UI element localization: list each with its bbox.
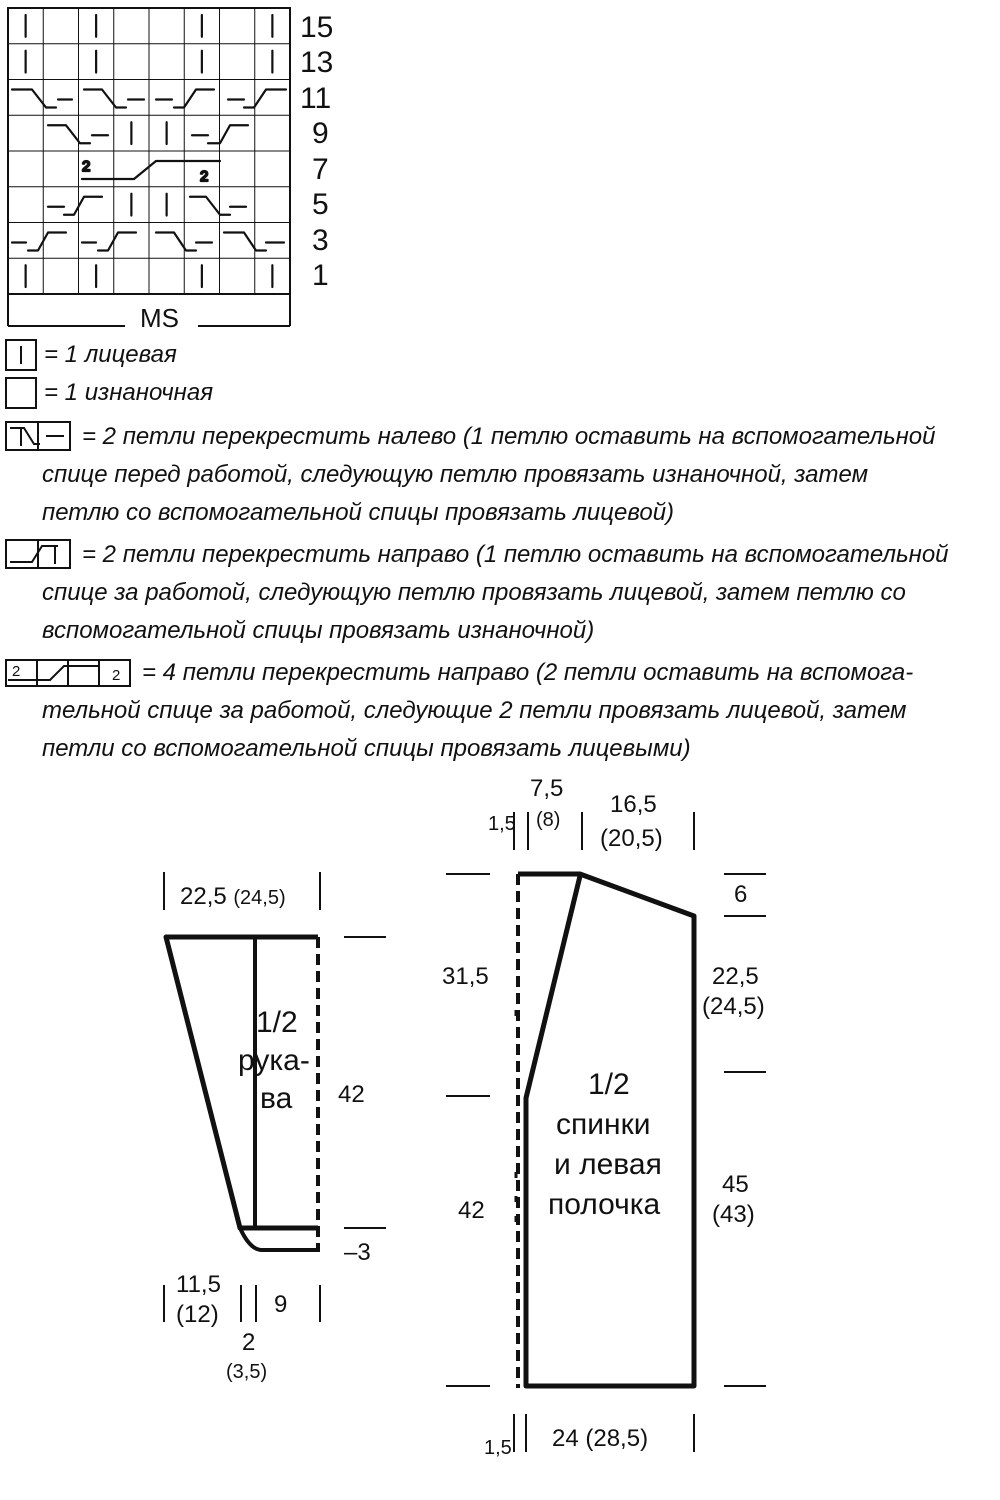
cross-right-mark <box>64 197 102 215</box>
body-right-lower-b: (43) <box>712 1201 755 1228</box>
cross-left-mark <box>48 125 90 143</box>
legend-cross-right-line2: спице за работой, следующую петлю провязать лицевой, затем петлю со <box>42 579 906 606</box>
body-bottom-width: 24 (28,5) <box>552 1425 649 1452</box>
cross-left-mark <box>224 233 266 251</box>
body-label-line4: полочка <box>548 1188 661 1221</box>
body-top-small: 1,5 <box>488 813 516 835</box>
legend-cross-left-line2: спице перед работой, следующую петлю провязать изнаночной, затем <box>42 461 869 488</box>
legend-cross-right-line1: = 2 петли перекрестить направо (1 петлю оставить на вспомогательной <box>82 541 949 568</box>
body-top-right-a: 16,5 <box>610 791 657 818</box>
body-right-armhole-a: 22,5 <box>712 963 759 990</box>
sleeve-bottom-mid-b: (3,5) <box>226 1361 268 1383</box>
sleeve-height: 42 <box>338 1081 365 1108</box>
sleeve-cuff: –3 <box>344 1239 371 1266</box>
sleeve-label-line3: ва <box>260 1082 293 1115</box>
legend-cross-left-symbol <box>6 422 70 450</box>
row-number: 15 <box>300 11 334 44</box>
cross-left-mark <box>84 90 126 108</box>
cross-left-mark <box>156 233 196 251</box>
row-number: 13 <box>300 46 334 79</box>
sleeve-bottom-left-b: (12) <box>176 1301 219 1328</box>
body-bottom-small: 1,5 <box>484 1437 512 1459</box>
body-left-lower: 42 <box>458 1197 485 1224</box>
cable4-count-label: 2 <box>82 158 91 175</box>
body-top-right-b: (20,5) <box>600 825 663 852</box>
legend-cable4-line3: петли со вспомогательной спицы провязать лицевыми) <box>42 735 691 762</box>
sleeve-top-width-a: 22,5 <box>180 883 227 910</box>
legend-cross-right-line3: вспомогательной спицы провязать изнаночной) <box>42 617 595 644</box>
row-number: 1 <box>312 259 329 292</box>
sleeve-bottom-left-a: 11,5 <box>176 1271 221 1298</box>
legend-cable4-line1: = 4 петли перекрестить направо (2 петли оставить на вспомога- <box>142 659 914 686</box>
legend-cable4-num-left: 2 <box>12 663 21 680</box>
sleeve-top-width <box>180 883 286 910</box>
body-right-lower-a: 45 <box>722 1171 749 1198</box>
legend-purl-text: = 1 изнаночная <box>44 379 214 406</box>
body-label-line3: и левая <box>554 1148 662 1181</box>
row-number: 9 <box>312 117 329 150</box>
legend-purl-symbol <box>6 378 36 408</box>
body-left-upper: 31,5 <box>442 963 489 990</box>
body-label-line2: спинки <box>556 1108 651 1141</box>
cross-right-mark <box>244 90 286 108</box>
cable4-count-label: 2 <box>200 168 209 185</box>
cross-right-mark <box>28 233 66 251</box>
body-top-mid-b: (8) <box>536 809 561 831</box>
legend-cross-left-line3: петлю со вспомогательной спицы провязать лицевой) <box>42 499 675 526</box>
cross-right-mark <box>98 233 136 251</box>
row-number: 3 <box>312 224 329 257</box>
cable-chart <box>8 8 290 294</box>
legend-cable4-line2: тельной спице за работой, следующие 2 петли провязать лицевой, затем <box>42 697 907 724</box>
row-number: 5 <box>312 188 329 221</box>
ms-label: MS <box>140 303 179 333</box>
legend-cross-left-line1: = 2 петли перекрестить налево (1 петлю оставить на вспомогательной <box>82 423 936 450</box>
cross-right-mark <box>208 125 248 143</box>
cross-left-mark <box>190 197 230 215</box>
chart-grid <box>8 8 290 294</box>
legend-knit-symbol <box>6 340 36 370</box>
row-number: 11 <box>300 82 332 115</box>
body-right-armhole-b: (24,5) <box>702 993 765 1020</box>
cross-right-mark <box>174 90 214 108</box>
legend-knit-text: = 1 лицевая <box>44 341 177 368</box>
row-number: 7 <box>312 153 329 186</box>
body-top-mid-a: 7,5 <box>530 775 564 802</box>
cross-left-mark <box>12 90 56 108</box>
sleeve-label-line1: 1/2 <box>256 1006 298 1039</box>
row-numbers <box>300 11 333 292</box>
legend-cable4-num-right: 2 <box>112 667 121 684</box>
legend-cross-right-symbol <box>6 540 70 568</box>
body-shoulder: 6 <box>734 881 748 908</box>
sleeve-bottom-right: 9 <box>274 1291 288 1318</box>
sleeve-top-width-b: (24,5) <box>233 887 286 909</box>
sleeve-bottom-mid-a: 2 <box>242 1329 256 1356</box>
sleeve-label-line2: рука- <box>238 1044 310 1077</box>
body-label-line1: 1/2 <box>588 1068 630 1101</box>
